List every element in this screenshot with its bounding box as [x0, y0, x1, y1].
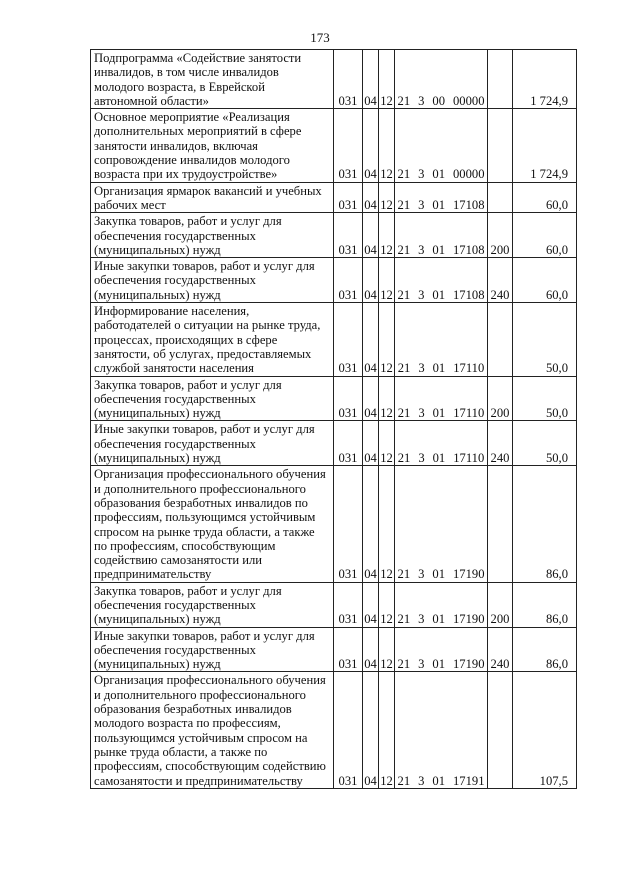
description-line: рынке труда области, а также по [94, 744, 268, 759]
table-row [91, 182, 577, 213]
target-article-part: 17108 [453, 197, 485, 212]
description-line: предпринимательству [94, 567, 212, 582]
target-article-part: 17110 [453, 451, 485, 466]
expense-type-code: 240 [488, 258, 513, 303]
description-line: (муниципальных) нужд [94, 451, 221, 466]
table-row [91, 109, 577, 182]
admin-code: 031 [334, 213, 363, 258]
target-article-part: 3 [418, 361, 425, 376]
description-line: обеспечения государственных [94, 228, 256, 243]
target-article-part: 3 [418, 612, 425, 627]
target-article-part: 01 [432, 197, 445, 212]
table-row [91, 258, 577, 303]
subsection-code: 12 [379, 109, 395, 182]
expense-type-code [488, 182, 513, 213]
target-article-part: 21 [397, 612, 411, 627]
description-line: занятости, об услугах, предоставляемых [94, 346, 312, 361]
description-line: профессиям, способствующим содействию [94, 759, 326, 774]
description-line: Иные закупки товаров, работ и услуг для [94, 422, 315, 437]
target-article-part: 01 [432, 242, 445, 257]
target-article-part: 01 [432, 657, 445, 672]
expense-type-code: 240 [488, 421, 513, 466]
description-line: обеспечения государственных [94, 436, 256, 451]
target-article-part: 01 [432, 612, 445, 627]
target-article-part: 3 [418, 773, 425, 788]
description-line: занятости инвалидов, включая [94, 138, 258, 153]
target-article-part: 17110 [453, 406, 485, 421]
description-line: Основное мероприятие «Реализация [94, 110, 290, 125]
subsection-code: 12 [379, 50, 395, 109]
admin-code: 031 [334, 109, 363, 182]
row-description [91, 182, 334, 213]
target-article-part: 17191 [453, 773, 485, 788]
table-body [91, 50, 577, 789]
amount-value: 86,0 [513, 466, 577, 582]
description-line: по профессиям, способствующим [94, 538, 276, 553]
target-article-code [395, 50, 488, 109]
subsection-code: 12 [379, 376, 395, 421]
row-description [91, 627, 334, 672]
description-line: сопровождение инвалидов молодого [94, 153, 290, 168]
target-article-part: 3 [418, 93, 425, 108]
expense-type-code [488, 109, 513, 182]
description-line: службой занятости населения [94, 361, 254, 376]
target-article-part: 21 [397, 167, 411, 182]
admin-code: 031 [334, 50, 363, 109]
target-article-part: 21 [397, 197, 411, 212]
amount-value: 50,0 [513, 421, 577, 466]
description-line: обеспечения государственных [94, 273, 256, 288]
target-article-part: 3 [418, 657, 425, 672]
description-line: обеспечения государственных [94, 597, 256, 612]
admin-code: 031 [334, 258, 363, 303]
description-line: дополнительных мероприятий в сфере [94, 124, 302, 139]
subsection-code: 12 [379, 466, 395, 582]
amount-value: 50,0 [513, 376, 577, 421]
target-article-part: 17110 [453, 361, 485, 376]
target-article-part: 01 [432, 406, 446, 421]
amount-value: 60,0 [513, 182, 577, 213]
target-article-part: 17190 [453, 612, 485, 627]
row-description [91, 672, 334, 788]
target-article-part: 3 [418, 287, 425, 302]
amount-value: 1 724,9 [513, 50, 577, 109]
expense-type-code [488, 303, 513, 376]
target-article-code [395, 466, 488, 582]
row-description [91, 421, 334, 466]
page-number: 173 [310, 30, 330, 45]
target-article-code [395, 582, 488, 627]
target-article-code [395, 109, 488, 182]
row-description [91, 109, 334, 182]
description-line: пользующимся устойчивым спросом на [94, 730, 308, 745]
section-code: 04 [363, 182, 379, 213]
subsection-code: 12 [379, 627, 395, 672]
table-row [91, 672, 577, 788]
description-line: Организация ярмарок вакансий и учебных [94, 183, 322, 198]
table-row [91, 421, 577, 466]
table-row [91, 213, 577, 258]
description-line: Закупка товаров, работ и услуг для [94, 583, 282, 598]
description-line: (муниципальных) нужд [94, 287, 221, 302]
section-code: 04 [363, 627, 379, 672]
admin-code: 031 [334, 303, 363, 376]
target-article-code [395, 421, 488, 466]
target-article-part: 01 [432, 773, 445, 788]
target-article-part: 00000 [453, 167, 485, 182]
target-article-part: 3 [418, 197, 425, 212]
amount-value: 50,0 [513, 303, 577, 376]
target-article-part: 01 [432, 287, 445, 302]
section-code: 04 [363, 582, 379, 627]
table-row [91, 466, 577, 582]
target-article-code [395, 182, 488, 213]
target-article-part: 3 [418, 242, 425, 257]
description-line: молодого возраста по профессиям, [94, 716, 281, 731]
description-line: (муниципальных) нужд [94, 406, 221, 421]
target-article-part: 01 [432, 361, 446, 376]
table-row [91, 50, 577, 109]
target-article-part: 17108 [453, 242, 485, 257]
budget-table [90, 49, 577, 789]
admin-code: 031 [334, 466, 363, 582]
table-row [91, 303, 577, 376]
description-line: Иные закупки товаров, работ и услуг для [94, 259, 315, 274]
expense-type-code [488, 466, 513, 582]
description-line: (муниципальных) нужд [94, 612, 221, 627]
admin-code: 031 [334, 421, 363, 466]
amount-value: 107,5 [513, 672, 577, 788]
expense-type-code [488, 672, 513, 788]
description-line: Организация профессионального обучения [94, 673, 326, 688]
subsection-code: 12 [379, 182, 395, 213]
row-description [91, 376, 334, 421]
admin-code: 031 [334, 627, 363, 672]
description-line: профессиям, пользующимся устойчивым [94, 510, 316, 525]
target-article-part: 21 [397, 773, 411, 788]
target-article-part: 3 [418, 167, 425, 182]
table-row [91, 627, 577, 672]
section-code: 04 [363, 258, 379, 303]
expense-type-code: 200 [488, 376, 513, 421]
description-line: Информирование населения, [94, 304, 250, 319]
amount-value: 1 724,9 [513, 109, 577, 182]
subsection-code: 12 [379, 672, 395, 788]
target-article-part: 00 [432, 93, 445, 108]
section-code: 04 [363, 303, 379, 376]
target-article-part: 01 [432, 167, 445, 182]
description-line: Организация профессионального обучения [94, 467, 326, 482]
subsection-code: 12 [379, 582, 395, 627]
target-article-part: 00000 [453, 93, 485, 108]
section-code: 04 [363, 421, 379, 466]
description-line: Закупка товаров, работ и услуг для [94, 214, 282, 229]
section-code: 04 [363, 213, 379, 258]
target-article-part: 3 [418, 406, 425, 421]
target-article-part: 21 [397, 361, 411, 376]
admin-code: 031 [334, 582, 363, 627]
expense-type-code: 240 [488, 627, 513, 672]
target-article-part: 21 [397, 406, 411, 421]
description-line: (муниципальных) нужд [94, 242, 221, 257]
description-line: автономной области» [94, 93, 209, 108]
target-article-part: 21 [397, 287, 411, 302]
description-line: возраста при их трудоустройстве» [94, 167, 278, 182]
target-article-part: 21 [397, 657, 411, 672]
description-line: рабочих мест [94, 197, 166, 212]
target-article-part: 3 [418, 451, 425, 466]
description-line: образования безработных инвалидов по [94, 495, 308, 510]
subsection-code: 12 [379, 303, 395, 376]
description-line: Иные закупки товаров, работ и услуг для [94, 628, 315, 643]
target-article-part: 17190 [453, 657, 485, 672]
target-article-code [395, 672, 488, 788]
description-line: молодого возраста, в Еврейской [94, 79, 265, 94]
expense-type-code: 200 [488, 582, 513, 627]
admin-code: 031 [334, 672, 363, 788]
description-line: и дополнительного профессионального [94, 687, 306, 702]
row-description [91, 582, 334, 627]
target-article-part: 21 [397, 567, 411, 582]
target-article-code [395, 376, 488, 421]
description-line: Подпрограмма «Содействие занятости [94, 51, 302, 65]
section-code: 04 [363, 466, 379, 582]
description-line: обеспечения государственных [94, 391, 256, 406]
expense-type-code [488, 50, 513, 109]
target-article-part: 21 [397, 242, 411, 257]
subsection-code: 12 [379, 258, 395, 303]
row-description [91, 303, 334, 376]
target-article-part: 21 [397, 451, 411, 466]
description-line: работодателей о ситуации на рынке труда, [94, 318, 321, 333]
description-line: и дополнительного профессионального [94, 481, 306, 496]
admin-code: 031 [334, 182, 363, 213]
description-line: инвалидов, в том числе инвалидов [94, 65, 279, 80]
row-description [91, 50, 334, 109]
amount-value: 86,0 [513, 582, 577, 627]
section-code: 04 [363, 109, 379, 182]
target-article-part: 17190 [453, 567, 485, 582]
amount-value: 60,0 [513, 258, 577, 303]
section-code: 04 [363, 672, 379, 788]
target-article-code [395, 213, 488, 258]
admin-code: 031 [334, 376, 363, 421]
amount-value: 60,0 [513, 213, 577, 258]
description-line: содействию самозанятости или [94, 553, 262, 568]
description-line: (муниципальных) нужд [94, 657, 221, 672]
description-line: самозанятости и предпринимательству [94, 773, 303, 788]
section-code: 04 [363, 50, 379, 109]
section-code: 04 [363, 376, 379, 421]
description-line: обеспечения государственных [94, 642, 256, 657]
target-article-code [395, 258, 488, 303]
subsection-code: 12 [379, 213, 395, 258]
row-description [91, 466, 334, 582]
target-article-part: 3 [418, 567, 425, 582]
target-article-part: 01 [432, 451, 446, 466]
row-description [91, 258, 334, 303]
subsection-code: 12 [379, 421, 395, 466]
row-description [91, 213, 334, 258]
expense-type-code: 200 [488, 213, 513, 258]
target-article-code [395, 303, 488, 376]
table-row [91, 376, 577, 421]
description-line: спросом на рынке труда области, а также [94, 524, 315, 539]
table-row [91, 582, 577, 627]
target-article-part: 21 [397, 93, 411, 108]
target-article-code [395, 627, 488, 672]
amount-value: 86,0 [513, 627, 577, 672]
description-line: процессах, происходящих в сфере [94, 332, 278, 347]
description-line: образования безработных инвалидов [94, 702, 292, 717]
description-line: Закупка товаров, работ и услуг для [94, 377, 282, 392]
target-article-part: 17108 [453, 287, 485, 302]
target-article-part: 01 [432, 567, 445, 582]
